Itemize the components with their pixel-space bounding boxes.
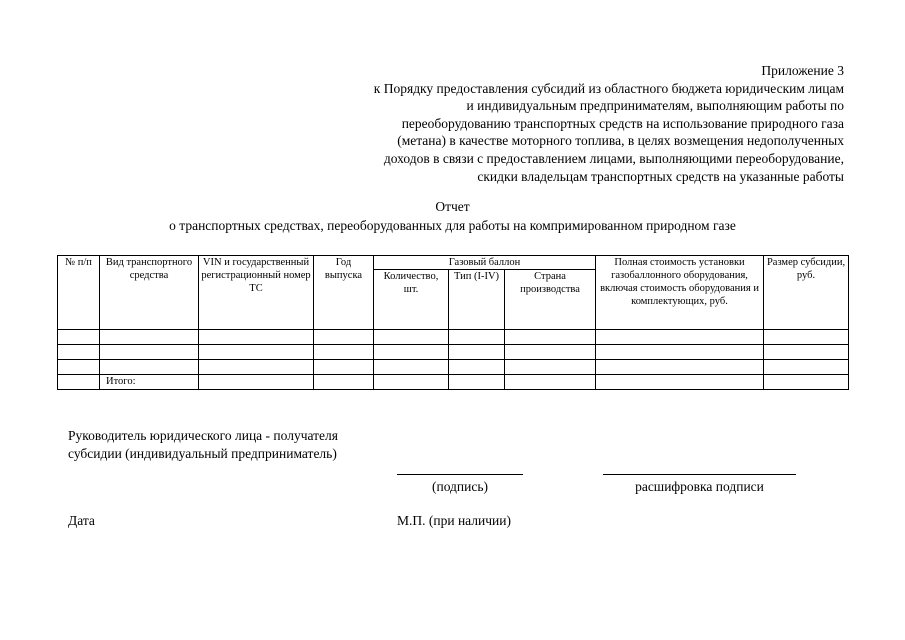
annex-line: (метана) в качестве моторного топлива, в целях возмещения недополученных: [397, 133, 844, 149]
table-header-row: [58, 256, 849, 270]
decode-caption: расшифровка подписи: [635, 479, 764, 494]
annex-line: Приложение 3: [761, 63, 844, 78]
decode-line: [603, 474, 796, 475]
signature-line: [397, 474, 523, 475]
header-vin: VIN и государственный регистрационный номер ТС: [199, 256, 314, 330]
table-row: [58, 330, 849, 345]
report-table: [57, 255, 849, 390]
annex-line: и индивидуальным предпринимателям, выполняющим работы по: [466, 98, 844, 114]
header-subsidy: Размер субсидии, руб.: [764, 256, 849, 330]
header-vehicle-type: Вид транспортного средства: [100, 256, 199, 330]
header-cylinder-type: Тип (I-IV): [449, 270, 505, 330]
header-gas-cylinder: Газовый баллон: [374, 256, 596, 270]
table-row: [58, 345, 849, 360]
report-subtitle: о транспортных средствах, переоборудованных для работы на компримированном природном газе: [169, 218, 736, 233]
header-quantity: Количество, шт.: [374, 270, 449, 330]
date-label: Дата: [68, 513, 95, 528]
stamp-label: М.П. (при наличии): [397, 513, 511, 528]
annex-line: скидки владельцам транспортных средств на указанные работы: [477, 168, 844, 184]
total-label: Итого:: [100, 375, 199, 390]
annex-line: к Порядку предоставления субсидий из областного бюджета юридическим лицам: [373, 80, 844, 96]
header-num: № п/п: [58, 256, 100, 330]
header-full-cost: Полная стоимость установки газобаллонного оборудования, включая стоимость оборудования и комплектующих, руб.: [596, 256, 764, 330]
signature-caption: (подпись): [431, 479, 489, 494]
table-total-row: [58, 375, 849, 390]
annex-line: переоборудованию транспортных средств на использование природного газа: [401, 115, 844, 131]
head-signatory-label: Руководитель юридического лица - получателя субсидии (индивидуальный предприниматель): [68, 428, 338, 461]
report-title: Отчет: [435, 199, 470, 214]
annex-line: доходов в связи с предоставлением лицами, выполняющими переоборудование,: [383, 150, 844, 166]
header-country: Страна производства: [505, 270, 596, 330]
table-row: [58, 360, 849, 375]
annex-header: [224, 62, 844, 185]
header-year: Год выпуска: [314, 256, 374, 330]
